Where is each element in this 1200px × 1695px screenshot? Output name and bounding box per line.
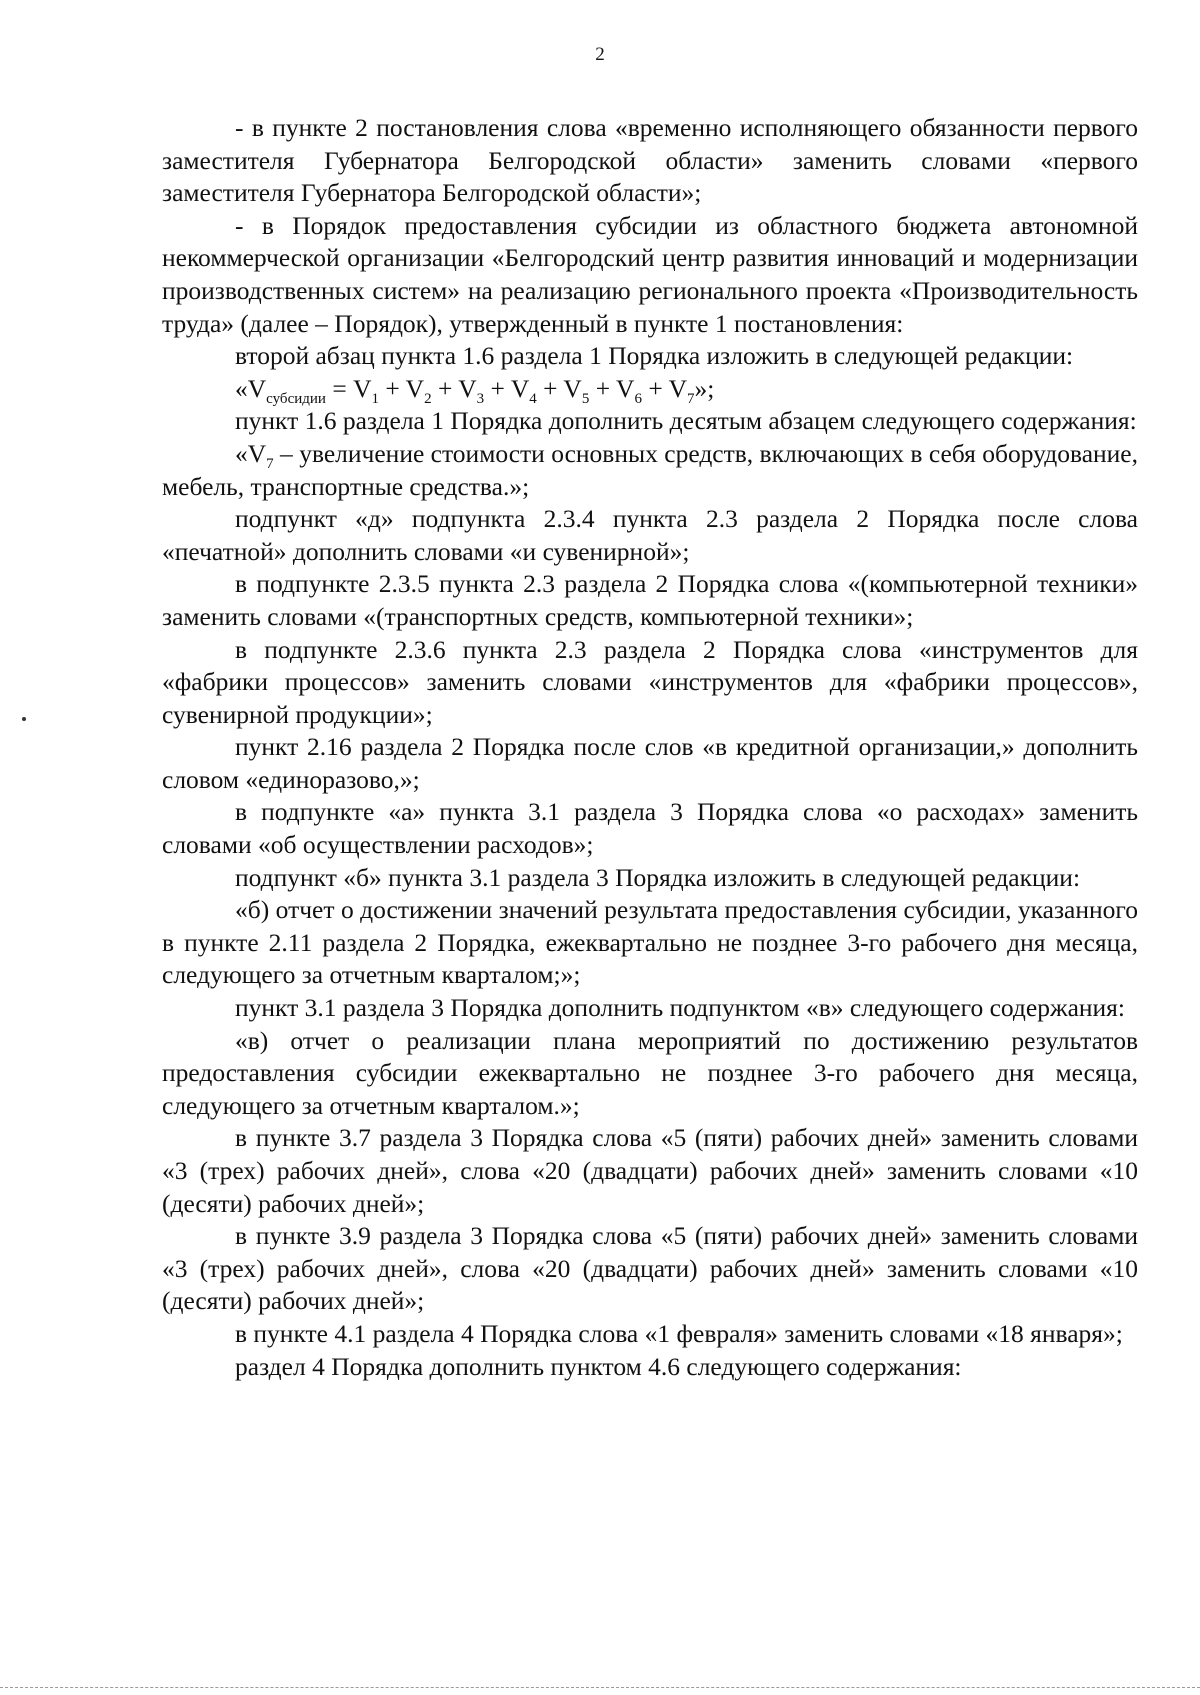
paragraph: второй абзац пункта 1.6 раздела 1 Порядка изложить в следующей редакции: [235, 341, 1074, 371]
v7-text: «V [235, 438, 267, 468]
paragraph: в пункте 4.1 раздела 4 Порядка слова «1 февраля» заменить словами «18 января»; [235, 1318, 1123, 1348]
formula-subscript: 7 [687, 390, 695, 407]
paragraph: раздел 4 Порядка дополнить пунктом 4.6 следующего содержания: [235, 1351, 962, 1381]
paragraph: в подпункте 2.3.6 пункта 2.3 раздела 2 Порядка слова «инструментов для «фабрики процессов» заменить словами «инструментов для «фабрики процессов», сувенирной продукции»; [162, 634, 1138, 729]
paragraph: «в) отчет о реализации плана мероприятий по достижению результатов предоставления субсидии ежеквартально не позднее 3-го рабочего дня месяца, следующего за отчетным кварталом.»; [162, 1025, 1138, 1120]
v7-paragraph [162, 438, 1138, 503]
paragraph: пункт 3.1 раздела 3 Порядка дополнить подпунктом «в» следующего содержания: [235, 993, 1125, 1023]
formula-text: + V [431, 373, 477, 403]
paragraph: в пункте 3.9 раздела 3 Порядка слова «5 (пяти) рабочих дней» заменить словами «3 (трех) рабочих дней», слова «20 (двадцати) рабочих дней» заменить словами «10 (десяти) рабочих дней»; [162, 1221, 1138, 1316]
formula-text: »; [694, 373, 715, 403]
v7-subscript: 7 [266, 456, 274, 473]
document-body [162, 112, 1138, 1383]
formula-subscript: 2 [424, 390, 432, 407]
scan-edge-line [0, 1687, 1200, 1688]
v7-text: – увеличение стоимости основных средств, включающих в себя оборудование, мебель, транспортные средства.»; [162, 438, 1138, 501]
formula-text: «V [235, 373, 267, 403]
formula-subscript: 5 [581, 390, 590, 407]
paragraph: пункт 2.16 раздела 2 Порядка после слов «в кредитной организации,» дополнить словом «единоразово,»; [162, 732, 1138, 794]
paragraph: в подпункте «а» пункта 3.1 раздела 3 Порядка слова «о расходах» заменить словами «об осуществлении расходов»; [162, 797, 1138, 860]
paragraph: «б) отчет о достижении значений результата предоставления субсидии, указанного в пункте 2.11 раздела 2 Порядка, ежеквартально не позднее 3-го рабочего дня месяца, следующего за отчетным кварталом;»; [162, 895, 1138, 990]
page-number: 2 [595, 44, 605, 65]
paragraph: подпункт «д» подпункта 2.3.4 пункта 2.3 раздела 2 Порядка после слова «печатной» дополнить словами «и сувенирной»; [162, 504, 1138, 566]
formula-text: + V [484, 373, 530, 403]
paragraph: в пункте 3.7 раздела 3 Порядка слова «5 (пяти) рабочих дней» заменить словами «3 (трех) рабочих дней», слова «20 (двадцати) рабочих дней» заменить словами «10 (десяти) рабочих дней»; [162, 1123, 1138, 1218]
formula-text: + V [641, 373, 688, 403]
scan-speck [22, 717, 26, 721]
formula-paragraph [162, 373, 1138, 406]
paragraph: - в Порядок предоставления субсидии из областного бюджета автономной некоммерческой организации «Белгородский центр развития инноваций и модернизации производственных систем» на реализацию регионального проекта «Производительность труда» (далее – Порядок), утвержденный в пункте 1 постановления: [162, 210, 1138, 338]
formula-text: + V [536, 373, 582, 403]
formula-subscript: 4 [529, 390, 537, 407]
paragraph: пункт 1.6 раздела 1 Порядка дополнить десятым абзацем следующего содержания: [235, 406, 1137, 436]
paragraph: в подпункте 2.3.5 пункта 2.3 раздела 2 Порядка слова «(компьютерной техники» заменить словами «(транспортных средств, компьютерной техники»; [162, 569, 1138, 631]
formula-text: = V [325, 373, 372, 403]
formula-subscript: 1 [371, 390, 379, 407]
formula-subscript: 6 [634, 390, 642, 407]
formula-text: + V [378, 373, 425, 403]
paragraph: подпункт «б» пункта 3.1 раздела 3 Порядка изложить в следующей редакции: [235, 862, 1081, 892]
formula-text: + V [589, 373, 635, 403]
paragraph: - в пункте 2 постановления слова «временно исполняющего обязанности первого заместителя Губернатора Белгородской области» заменить словами «первого заместителя Губернатора Белгородской области»; [162, 113, 1138, 208]
formula-subscript: субсидии [266, 390, 326, 407]
formula-subscript: 3 [476, 390, 485, 407]
